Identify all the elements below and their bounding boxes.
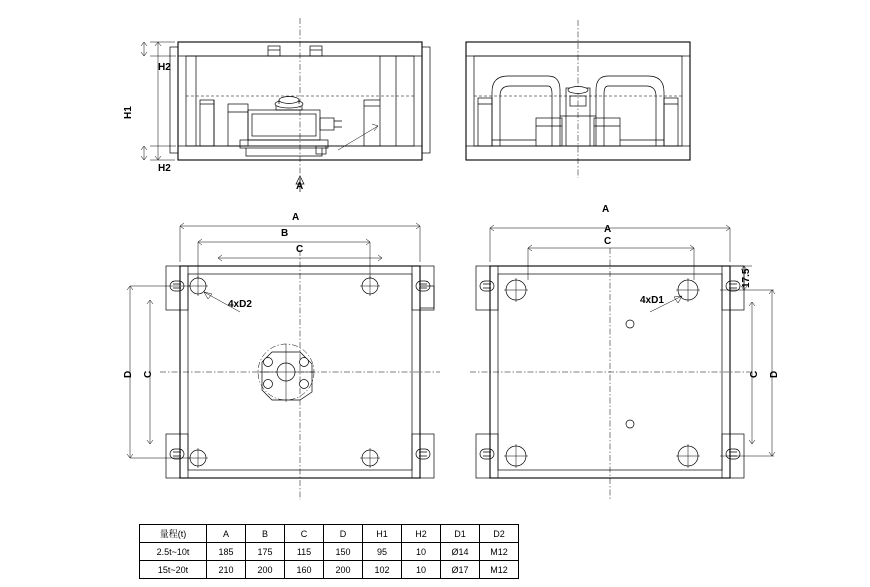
table-cell: Ø17 — [441, 561, 480, 579]
table-cell: 175 — [246, 543, 285, 561]
table-cell: 185 — [207, 543, 246, 561]
dim-label-a-left-plan: A — [292, 212, 300, 223]
dim-label-a-right-plan: A — [604, 224, 612, 235]
table-cell: M12 — [480, 543, 519, 561]
specification-table — [139, 524, 519, 579]
table-cell: 200 — [246, 561, 285, 579]
table-cell: 160 — [285, 561, 324, 579]
table-header-cell: H1 — [363, 525, 402, 543]
hole-callout-4xd1: 4xD1 — [640, 295, 664, 306]
table-header-cell: A — [207, 525, 246, 543]
table-header-cell: C — [285, 525, 324, 543]
table-cell: 10 — [402, 543, 441, 561]
table-row — [140, 543, 519, 561]
table-cell: 200 — [324, 561, 363, 579]
dim-label-d-left-plan: D — [123, 370, 134, 378]
plan-bottom-view — [470, 225, 775, 500]
table-cell: 95 — [363, 543, 402, 561]
dim-label-b: B — [281, 228, 289, 239]
dim-label-h2-top: H2 — [158, 62, 171, 73]
dim-label-c-side-right-plan: C — [749, 370, 760, 378]
table-cell: 210 — [207, 561, 246, 579]
section-mark-a-top: A — [296, 181, 304, 192]
dim-label-a-top-right-plan: A — [602, 204, 610, 215]
table-header-cell: B — [246, 525, 285, 543]
dim-label-c-top: C — [296, 244, 304, 255]
table-cell: 150 — [324, 543, 363, 561]
table-cell: M12 — [480, 561, 519, 579]
table-header-cell: 量程(t) — [140, 525, 207, 543]
dim-label-c-right-plan: C — [604, 236, 612, 247]
table-header-cell: D — [324, 525, 363, 543]
elevation-side-view — [466, 20, 690, 178]
table-cell: 102 — [363, 561, 402, 579]
table-cell: 2.5t~10t — [140, 543, 207, 561]
table-cell: 10 — [402, 561, 441, 579]
table-row — [140, 561, 519, 579]
elevation-front-view — [141, 18, 430, 192]
hole-callout-4xd2: 4xD2 — [228, 299, 252, 310]
table-header-row — [140, 525, 519, 543]
dim-label-h1: H1 — [123, 106, 134, 119]
dim-label-c-side-left-plan: C — [143, 370, 154, 378]
table-header-cell: D1 — [441, 525, 480, 543]
plan-top-view — [127, 223, 440, 500]
dim-label-17-5: 17.5 — [741, 268, 752, 288]
dim-label-d-right-plan: D — [769, 370, 780, 378]
table-cell: 115 — [285, 543, 324, 561]
table-header-cell: H2 — [402, 525, 441, 543]
table-cell: Ø14 — [441, 543, 480, 561]
table-cell: 15t~20t — [140, 561, 207, 579]
table-header-cell: D2 — [480, 525, 519, 543]
dim-label-h2-bottom: H2 — [158, 163, 171, 174]
